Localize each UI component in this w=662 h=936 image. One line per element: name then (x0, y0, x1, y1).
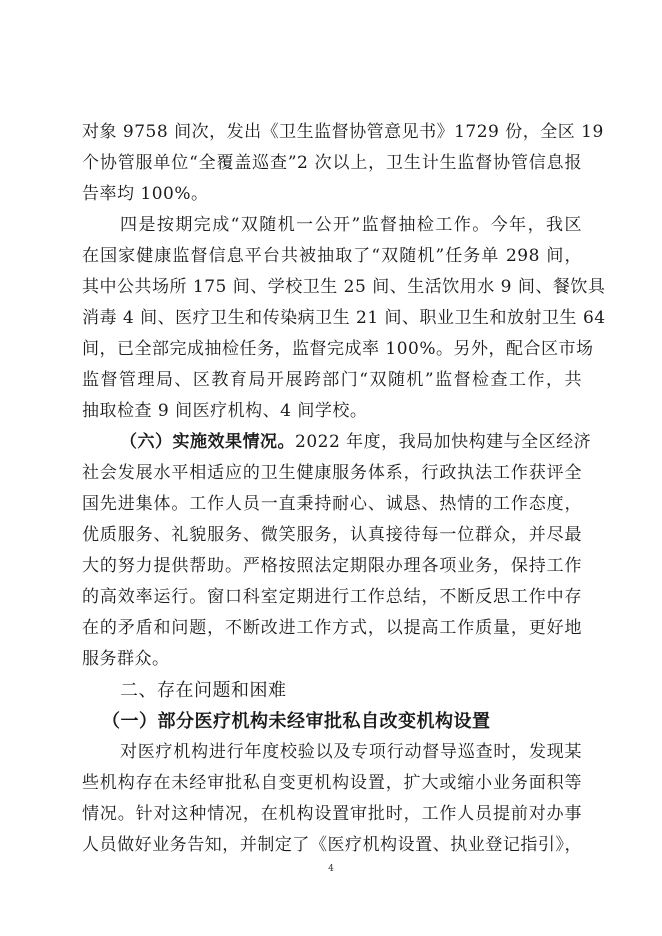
paragraph-line (82, 427, 592, 458)
paragraph-line: 消毒 4 间、医疗卫生和传染病卫生 21 间、职业卫生和放射卫生 64 (82, 308, 606, 328)
section-lead-bold: （六）实施效果情况。 (120, 432, 295, 452)
paragraph-line: 社会发展水平相适应的卫生健康服务体系，行政执法工作获评全 (82, 463, 582, 483)
paragraph-line: 间，已全部完成抽检任务，监督完成率 100%。另外，配合区市场 (82, 339, 594, 359)
paragraph-line: 服务群众。 (82, 649, 170, 669)
section-heading: 二、存在问题和困难 (120, 680, 287, 701)
paragraph-line: 对医疗机构进行年度校验以及专项行动督导巡查时，发现某 (120, 742, 582, 762)
paragraph-line: 情况。针对这种情况，在机构设置审批时，工作人员提前对办事 (82, 804, 582, 824)
paragraph-text: 2022 年度，我局加快构建与全区经济 (295, 432, 592, 452)
paragraph-line: 国先进集体。工作人员一直秉持耐心、诚恳、热情的工作态度， (82, 494, 582, 514)
paragraph-line: 大的努力提供帮助。严格按照法定期限办理各项业务，保持工作 (82, 556, 582, 576)
paragraph-line: 四是按期完成“双随机一公开”监督抽检工作。今年，我区 (120, 215, 582, 235)
paragraph-line: 人员做好业务告知，并制定了《医疗机构设置、执业登记指引》， (82, 835, 582, 855)
paragraph-line: 其中公共场所 175 间、学校卫生 25 间、生活饮用水 9 间、餐饮具 (82, 277, 606, 297)
subsection-heading: （一）部分医疗机构未经审批私自改变机构设置 (102, 711, 491, 732)
paragraph-line: 在的矛盾和问题，不断改进工作方式，以提高工作质量，更好地 (82, 618, 582, 638)
paragraph-line: 告率均 100%。 (82, 184, 209, 204)
paragraph-line: 在国家健康监督信息平台共被抽取了“双随机”任务单 298 间， (82, 246, 582, 266)
paragraph-line: 优质服务、礼貌服务、微笑服务，认真接待每一位群众，并尽最 (82, 525, 582, 545)
paragraph-line: 对象 9758 间次，发出《卫生监督协管意见书》1729 份，全区 19 (82, 122, 604, 142)
paragraph-line: 监督管理局、区教育局开展跨部门“双随机”监督检查工作，共 (82, 370, 582, 390)
page-number: 4 (328, 864, 334, 874)
paragraph-line: 个协管服单位“全覆盖巡查”2 次以上，卫生计生监督协管信息报 (82, 153, 582, 173)
paragraph-line: 的高效率运行。窗口科室定期进行工作总结，不断反思工作中存 (82, 587, 582, 607)
document-page (82, 117, 606, 861)
paragraph-line: 些机构存在未经审批私自变更机构设置，扩大或缩小业务面积等 (82, 773, 582, 793)
paragraph-line: 抽取检查 9 间医疗机构、4 间学校。 (82, 401, 368, 421)
